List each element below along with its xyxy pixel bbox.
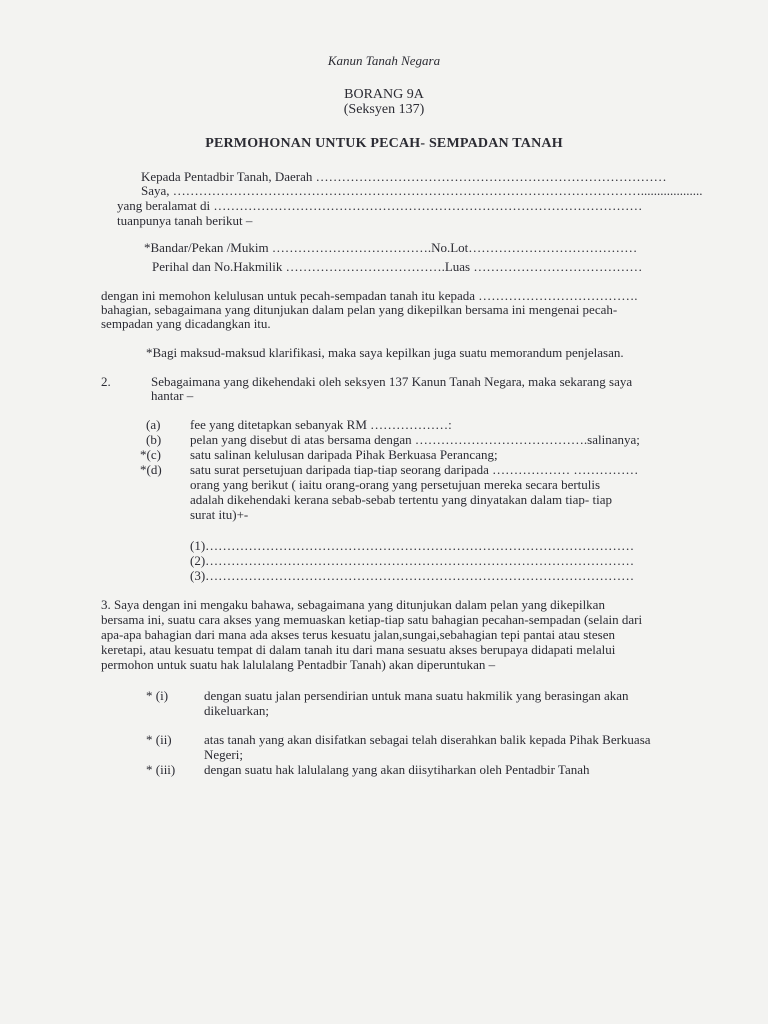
person-line: (1)……………………………………………………………………………………… xyxy=(190,538,635,553)
access-line-1: dengan suatu hak lalulalang yang akan diisytiharkan oleh Pentadbir Tanah xyxy=(204,762,590,777)
land-line-1: *Bandar/Pekan /Mukim ……………………………….No.Lot………………………………… xyxy=(144,240,638,255)
item-text: fee yang ditetapkan sebanyak RM ………………: xyxy=(190,417,452,432)
access-label: * (iii) xyxy=(146,762,176,777)
para3-line-1: 3. Saya dengan ini mengaku bahawa, sebagaimana yang ditunjukan dalam pelan yang dikepilkan xyxy=(101,597,605,612)
item-text: satu salinan kelulusan daripada Pihak Berkuasa Perancang; xyxy=(190,447,498,462)
access-line-1: dengan suatu jalan persendirian untuk mana suatu hakmilik yang berasingan akan xyxy=(204,688,629,703)
para2-line-1: Sebagaimana yang dikehendaki oleh seksyen 137 Kanun Tanah Negara, maka sekarang saya xyxy=(151,374,633,389)
access-line-2: Negeri; xyxy=(204,747,243,762)
item-text: satu surat persetujuan daripada tiap-tiap seorang daripada ……………… …………… xyxy=(190,462,639,477)
para3-line-2: bersama ini, suatu cara akses yang memuaskan ketiap-tiap satu bahagian pecahan-sempadan (selain dari xyxy=(101,612,643,627)
item-label: *(d) xyxy=(140,462,162,477)
item-d-line-3: surat itu)+- xyxy=(190,507,249,522)
para2-number: 2. xyxy=(101,374,111,389)
para1-line-2: bahagian, sebagaimana yang ditunjukan dalam pelan yang dikepilkan bersama ini mengenai pecah- xyxy=(101,302,618,317)
item-text: pelan yang disebut di atas bersama dengan ………………………………….salinanya; xyxy=(190,432,640,447)
clarification-note: *Bagi maksud-maksud klarifikasi, maka saya kepilkan juga suatu memorandum penjelasan. xyxy=(146,345,624,360)
item-d-line-1: orang yang berikut ( iaitu orang-orang yang persetujuan mereka secara bertulis xyxy=(190,477,601,492)
para3-line-4: keretapi, atau kesuatu tempat di dalam tanah itu dari mana sesuatu akses berupaya didapati melalui xyxy=(101,642,616,657)
para2-line-2: hantar – xyxy=(151,388,194,403)
access-line-1: atas tanah yang akan disifatkan sebagai telah diserahkan balik kepada Pihak Berkuasa xyxy=(204,732,651,747)
form-number: BORANG 9A xyxy=(344,87,424,102)
para1-line-3: sempadan yang dicadangkan itu. xyxy=(101,316,271,331)
item-label: (b) xyxy=(146,432,162,447)
para1-line-1: dengan ini memohon kelulusan untuk pecah-sempadan tanah itu kepada ………………………………. xyxy=(101,288,638,303)
address-line-1: Kepada Pentadbir Tanah, Daerah ……………………………………………………………………… xyxy=(141,169,667,184)
access-line-2: dikeluarkan; xyxy=(204,703,269,718)
section-reference: (Seksyen 137) xyxy=(343,102,425,117)
address-line-2: Saya, ………………………………………………………………………………………………................... xyxy=(141,183,703,198)
address-line-4: tuanpunya tanah berikut – xyxy=(117,213,253,228)
access-label: * (ii) xyxy=(146,732,172,747)
address-line-3: yang beralamat di ……………………………………………………………………………………… xyxy=(117,198,643,213)
item-label: (a) xyxy=(146,417,161,432)
item-d-line-2: adalah dikehendaki kerana sebab-sebab tertentu yang dinyatakan dalam tiap- tiap xyxy=(190,492,612,507)
item-label: *(c) xyxy=(140,447,161,462)
access-label: * (i) xyxy=(146,688,169,703)
page-title: PERMOHONAN UNTUK PECAH- SEMPADAN TANAH xyxy=(205,136,563,151)
para3-line-5: permohon untuk suatu hak lalulalang Pentadbir Tanah) akan diperuntukan – xyxy=(101,657,496,672)
act-name: Kanun Tanah Negara xyxy=(327,53,441,68)
person-line: (2)……………………………………………………………………………………… xyxy=(190,553,635,568)
person-line: (3)……………………………………………………………………………………… xyxy=(190,568,635,583)
para3-line-3: apa-apa bahagian dari mana ada akses terus kesuatu jalan,sungai,sebahagian tepi pantai atau stesen xyxy=(101,627,616,642)
land-line-2: Perihal dan No.Hakmilik ……………………………….Luas ………………………………… xyxy=(152,259,643,274)
